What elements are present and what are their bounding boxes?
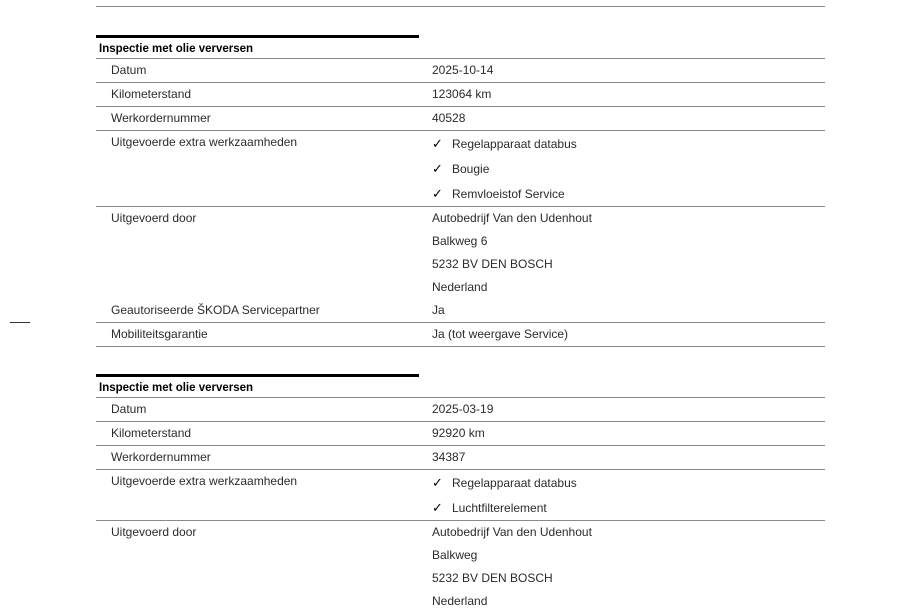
checkmark-icon: ✓ xyxy=(432,186,443,201)
address-line: Balkweg xyxy=(432,548,478,562)
table-row-werkordernummer xyxy=(96,445,825,469)
row-value: 40528 xyxy=(432,111,466,125)
row-label: Datum xyxy=(111,402,147,416)
row-label: Kilometerstand xyxy=(111,426,192,440)
table-row-werkordernummer xyxy=(96,106,825,130)
table-row-kilometerstand xyxy=(96,82,825,106)
work-item: ✓ Regelapparaat databus xyxy=(432,470,825,495)
row-label: Werkordernummer xyxy=(111,450,211,464)
service-record-1 xyxy=(96,35,825,347)
address-line: Balkweg 6 xyxy=(432,234,488,248)
margin-mark xyxy=(10,322,30,323)
row-label: Uitgevoerde extra werkzaamheden xyxy=(111,135,298,149)
table-row-kilometerstand xyxy=(96,421,825,445)
row-value: 34387 xyxy=(432,450,466,464)
row-label: Uitgevoerde extra werkzaamheden xyxy=(111,474,298,488)
table-row-extra-werkzaamheden xyxy=(96,130,825,206)
row-value: 92920 km xyxy=(432,426,485,440)
section-title: Inspectie met olie verversen xyxy=(96,35,419,58)
table-row-datum xyxy=(96,397,825,421)
work-item: ✓ Bougie xyxy=(432,156,825,181)
table-row-datum xyxy=(96,58,825,82)
checkmark-icon: ✓ xyxy=(432,475,443,490)
address-line: Nederland xyxy=(432,594,488,608)
table-row-uitgevoerd-door xyxy=(96,520,825,613)
checkmark-icon: ✓ xyxy=(432,136,443,151)
row-label: Werkordernummer xyxy=(111,111,211,125)
row-sublabel: Geautoriseerde ŠKODA Servicepartner xyxy=(111,303,320,317)
row-label: Datum xyxy=(111,63,147,77)
table-row-extra-werkzaamheden xyxy=(96,469,825,520)
address-line: 5232 BV DEN BOSCH xyxy=(432,257,553,271)
row-value: 123064 km xyxy=(432,87,492,101)
section-title: Inspectie met olie verversen xyxy=(96,374,419,397)
work-item: ✓ Regelapparaat databus xyxy=(432,131,825,156)
row-label: Uitgevoerd door xyxy=(111,211,197,225)
row-label: Uitgevoerd door xyxy=(111,525,197,539)
address-line: Nederland xyxy=(432,280,488,294)
row-value: 2025-10-14 xyxy=(432,63,494,77)
service-record-2 xyxy=(96,374,825,613)
top-divider xyxy=(96,6,825,7)
work-item: ✓ Luchtfilterelement xyxy=(432,495,825,520)
row-label: Kilometerstand xyxy=(111,87,192,101)
row-value: Ja (tot weergave Service) xyxy=(432,327,569,341)
row-subvalue: Ja xyxy=(432,303,445,317)
address-line: Autobedrijf Van den Udenhout xyxy=(432,525,592,539)
address-line: Autobedrijf Van den Udenhout xyxy=(432,211,592,225)
table-row-uitgevoerd-door xyxy=(96,206,825,322)
row-value: 2025-03-19 xyxy=(432,402,494,416)
table-row-mobiliteitsgarantie xyxy=(96,322,825,347)
row-label: Mobiliteitsgarantie xyxy=(111,327,208,341)
checkmark-icon: ✓ xyxy=(432,161,443,176)
checkmark-icon: ✓ xyxy=(432,500,443,515)
work-item: ✓ Remvloeistof Service xyxy=(432,181,825,206)
address-line: 5232 BV DEN BOSCH xyxy=(432,571,553,585)
